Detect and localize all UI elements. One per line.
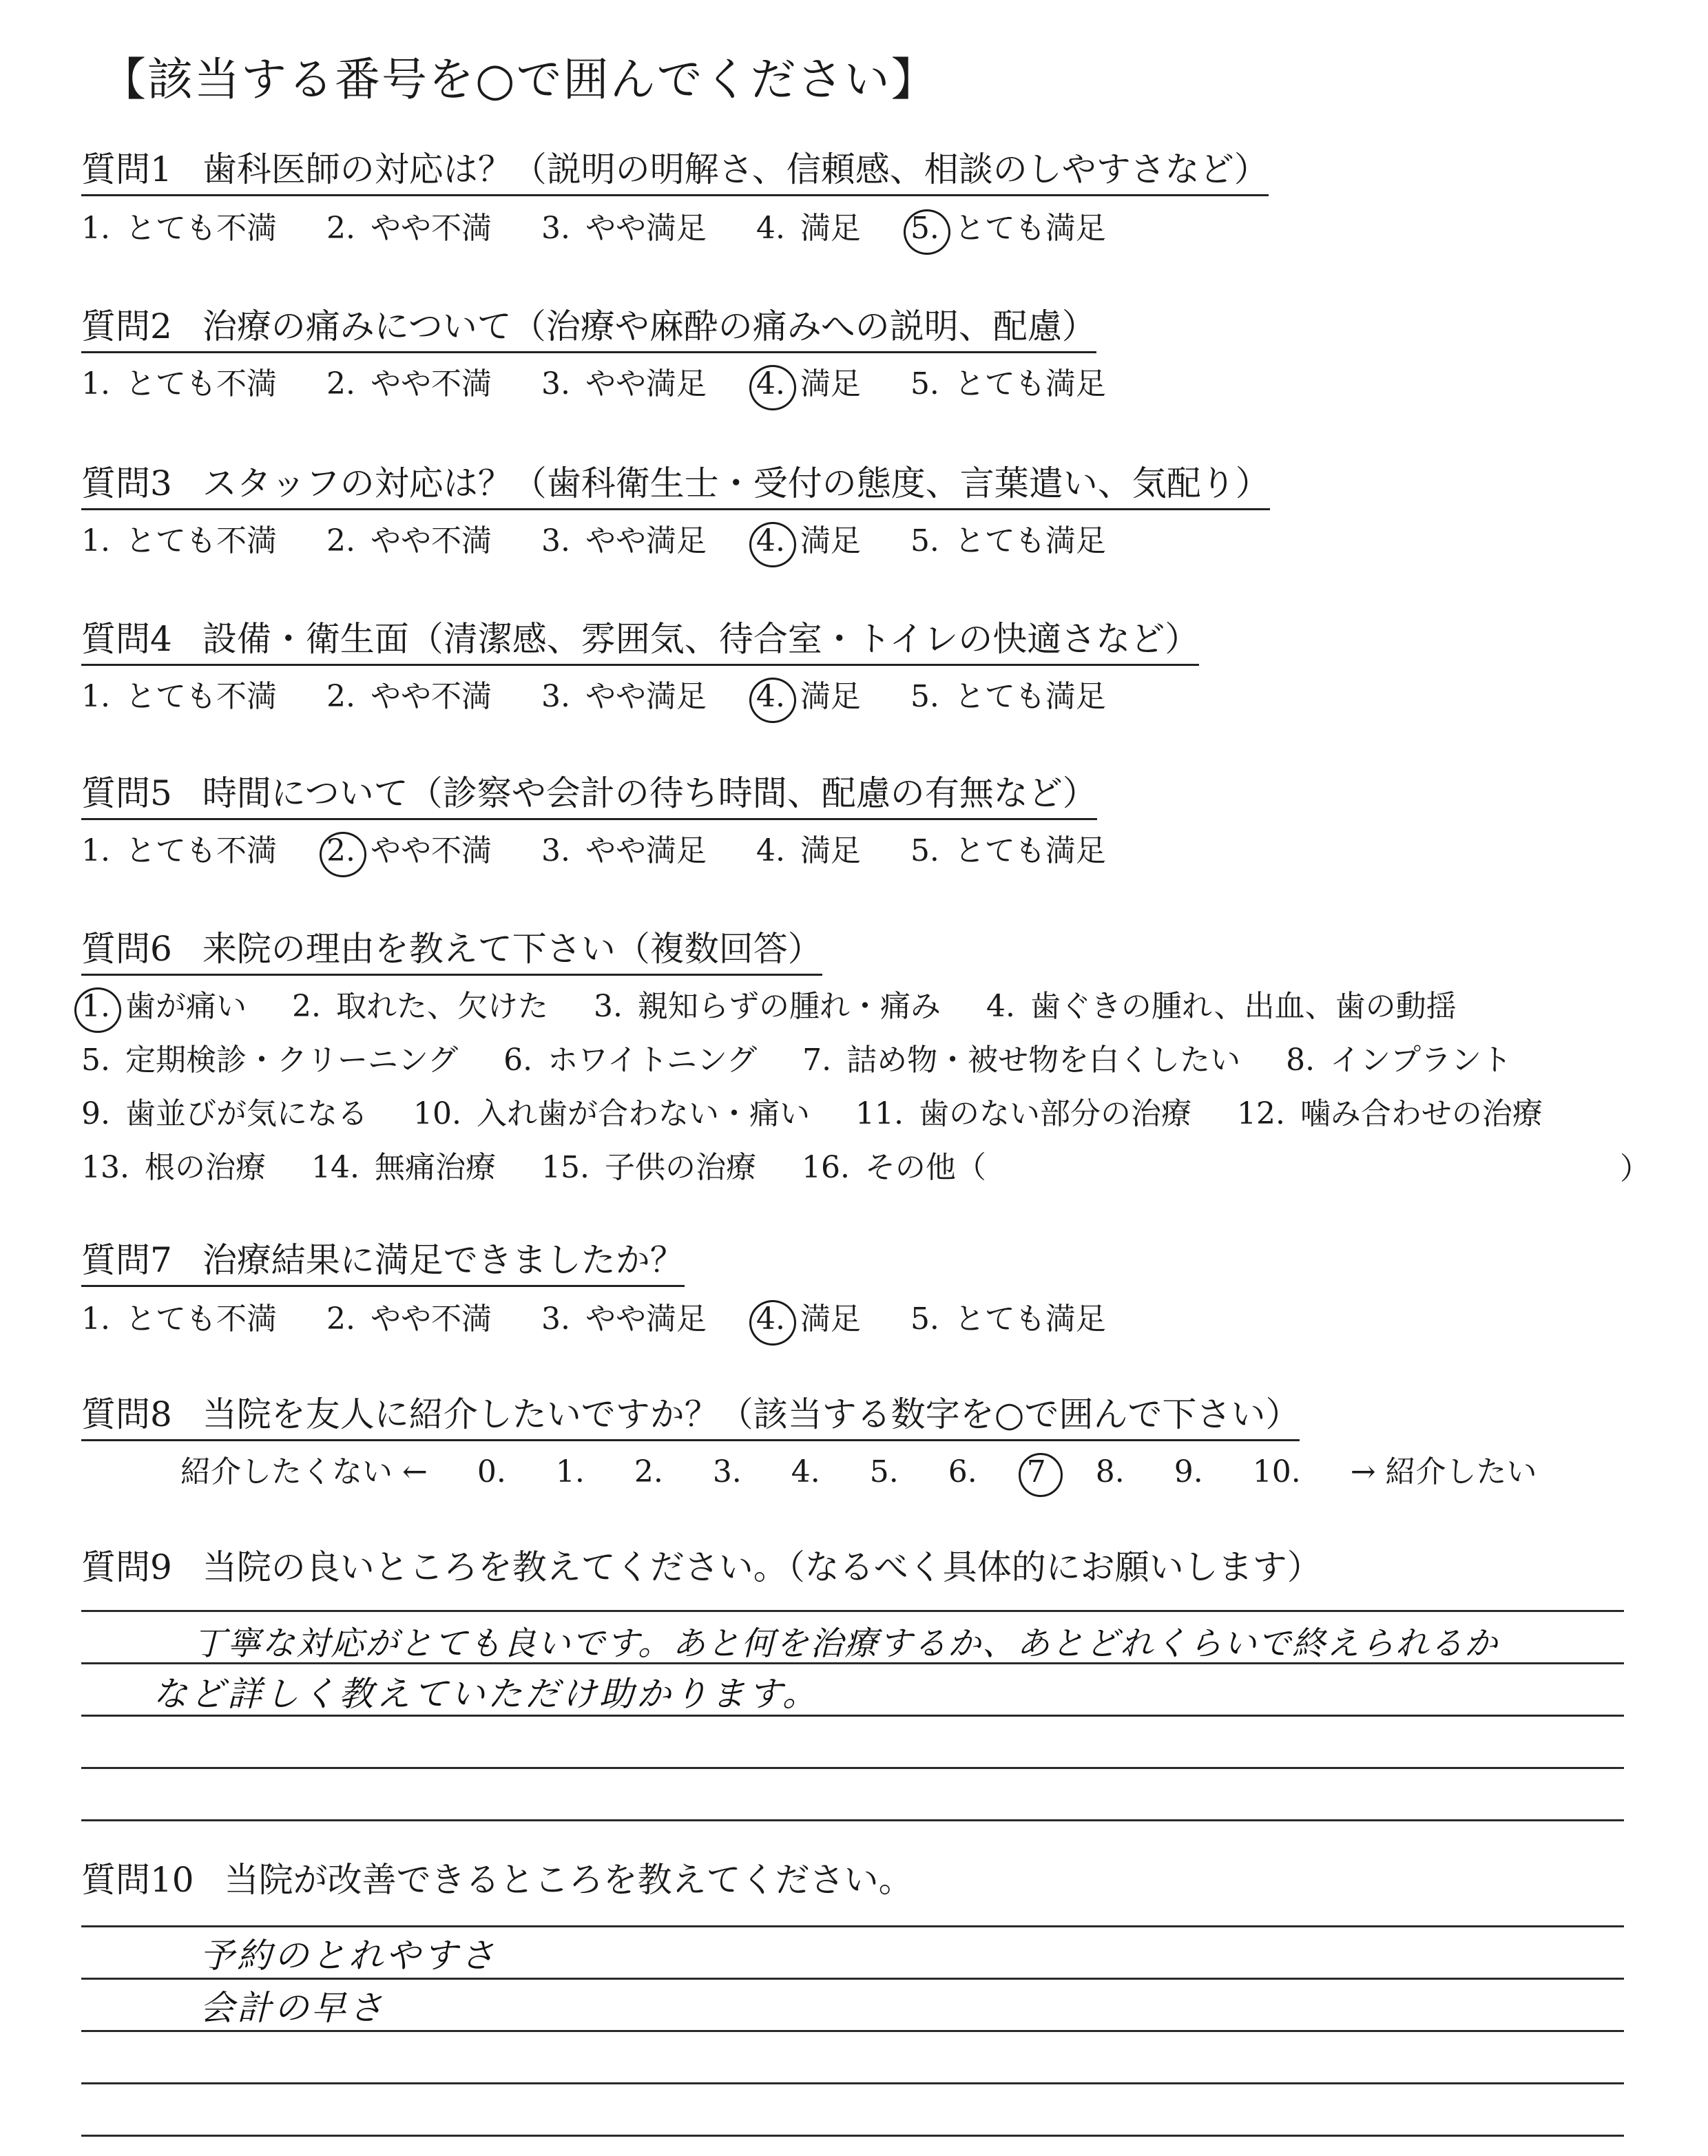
reason-options	[81, 986, 1579, 1189]
question-number: 質問10	[81, 1860, 194, 1900]
rating-options-q7	[81, 1299, 1146, 1340]
option-2-selected[interactable]: 2. やや不満	[326, 830, 492, 872]
scale-left-label: 紹介したくない ←	[180, 1454, 428, 1489]
rating-options-q2	[81, 364, 1146, 405]
question-10	[81, 1859, 913, 1905]
option-2[interactable]: 2. やや不満	[326, 211, 492, 246]
scale-7-selected[interactable]: 7	[1027, 1452, 1046, 1493]
scale-1[interactable]: 1.	[555, 1454, 585, 1489]
scale-2[interactable]: 2.	[634, 1454, 663, 1489]
q10-handwritten-answer-line-1[interactable]: 予約のとれやすさ	[200, 1936, 497, 1976]
answer-line	[81, 2135, 1624, 2137]
option-2[interactable]: 2. やや不満	[326, 366, 492, 401]
question-number: 質問5	[81, 773, 172, 813]
reason-row-3	[81, 1093, 1579, 1135]
question-number: 質問7	[81, 1240, 172, 1280]
reason-12[interactable]: 12. 噛み合わせの治療	[1236, 1096, 1543, 1131]
option-5[interactable]: 5. とても満足	[910, 366, 1106, 401]
option-5[interactable]: 5. とても満足	[910, 523, 1106, 558]
question-number: 質問4	[81, 619, 172, 659]
question-text: 歯科医師の対応は？（説明の明解さ、信頼感、相談のしやすさなど）	[202, 149, 1269, 189]
q10-handwritten-answer-line-2[interactable]: 会計の早さ	[200, 1988, 386, 2028]
option-5[interactable]: 5. とても満足	[910, 679, 1106, 714]
q9-handwritten-answer-line-2[interactable]: など詳しく教えていただけ助かります。	[153, 1674, 820, 1714]
page-title: 【該当する番号を○で囲んでください】	[101, 53, 938, 106]
reason-13[interactable]: 13. 根の治療	[81, 1150, 266, 1185]
question-5	[81, 773, 1097, 820]
reason-10[interactable]: 10. 入れ歯が合わない・痛い	[413, 1096, 810, 1131]
rating-options-q4	[81, 676, 1146, 718]
question-text: 来院の理由を教えて下さい（複数回答）	[202, 929, 822, 969]
option-3[interactable]: 3. やや満足	[541, 1301, 707, 1337]
reason-6[interactable]: 6. ホワイトニング	[503, 1043, 758, 1078]
rating-options-q5	[81, 830, 1146, 872]
option-4[interactable]: 4. 満足	[756, 833, 861, 868]
rating-options-q1	[81, 208, 1146, 249]
reason-16[interactable]: 16. その他（	[801, 1150, 986, 1185]
question-text: 治療結果に満足できましたか？	[202, 1240, 685, 1280]
question-text: 治療の痛みについて（治療や麻酔の痛みへの説明、配慮）	[202, 306, 1096, 346]
option-1[interactable]: 1. とても不満	[81, 366, 277, 401]
scale-6[interactable]: 6.	[948, 1454, 977, 1489]
answer-line	[81, 1767, 1624, 1769]
option-4-selected[interactable]: 4. 満足	[756, 364, 861, 405]
question-number: 質問2	[81, 306, 172, 346]
question-text: 時間について（診察や会計の待ち時間、配慮の有無など）	[202, 773, 1097, 813]
option-1[interactable]: 1. とても不満	[81, 833, 277, 868]
other-reason-close-paren: ）	[1620, 1151, 1650, 1186]
option-4-selected[interactable]: 4. 満足	[756, 1299, 861, 1340]
q9-handwritten-answer-line-1[interactable]: 丁寧な対応がとても良いです。あと何を治療するか、あとどれくらいで終えられるか	[193, 1624, 1499, 1663]
option-1[interactable]: 1. とても不満	[81, 523, 277, 558]
scale-10[interactable]: 10.	[1252, 1454, 1301, 1489]
recommend-scale	[180, 1452, 1577, 1493]
option-2[interactable]: 2. やや不満	[326, 523, 492, 558]
reason-3[interactable]: 3. 親知らずの腫れ・痛み	[593, 989, 941, 1024]
option-1[interactable]: 1. とても不満	[81, 679, 277, 714]
option-3[interactable]: 3. やや満足	[541, 523, 707, 558]
question-2	[81, 306, 1096, 353]
question-4	[81, 618, 1199, 666]
option-1[interactable]: 1. とても不満	[81, 1301, 277, 1337]
option-3[interactable]: 3. やや満足	[541, 679, 707, 714]
question-number: 質問6	[81, 929, 172, 969]
question-1	[81, 149, 1269, 196]
scale-9[interactable]: 9.	[1174, 1454, 1203, 1489]
option-5[interactable]: 5. とても満足	[910, 1301, 1106, 1337]
question-text: 当院の良いところを教えてください。（なるべく具体的にお願いします）	[202, 1547, 1322, 1587]
reason-4[interactable]: 4. 歯ぐきの腫れ、出血、歯の動揺	[986, 989, 1457, 1024]
question-number: 質問3	[81, 463, 172, 503]
option-4[interactable]: 4. 満足	[756, 211, 861, 246]
scale-5[interactable]: 5.	[869, 1454, 899, 1489]
option-4-selected[interactable]: 4. 満足	[756, 676, 861, 718]
answer-line	[81, 1610, 1624, 1612]
question-text: 当院を友人に紹介したいですか？（該当する数字を○で囲んで下さい）	[202, 1394, 1300, 1434]
option-4-selected[interactable]: 4. 満足	[756, 521, 861, 562]
reason-row-1	[81, 986, 1579, 1027]
question-text: 設備・衛生面（清潔感、雰囲気、待合室・トイレの快適さなど）	[202, 619, 1200, 659]
question-number: 質問9	[81, 1547, 172, 1587]
question-text: 当院が改善できるところを教えてください。	[224, 1860, 913, 1900]
answer-line	[81, 2082, 1624, 2084]
option-1[interactable]: 1. とても不満	[81, 211, 277, 246]
reason-row-2	[81, 1040, 1579, 1081]
question-number: 質問8	[81, 1394, 172, 1434]
scale-3[interactable]: 3.	[712, 1454, 742, 1489]
question-6	[81, 928, 822, 976]
scale-0[interactable]: 0.	[477, 1454, 506, 1489]
reason-2[interactable]: 2. 取れた、欠けた	[291, 989, 548, 1024]
scale-right-label: → 紹介したい	[1350, 1454, 1537, 1489]
question-3	[81, 463, 1270, 510]
reason-8[interactable]: 8. インプラント	[1286, 1043, 1512, 1078]
reason-row-4	[81, 1147, 1579, 1189]
scale-8[interactable]: 8.	[1095, 1454, 1125, 1489]
reason-11[interactable]: 11. 歯のない部分の治療	[855, 1096, 1191, 1131]
answer-line	[81, 1978, 1624, 1980]
question-9	[81, 1547, 1322, 1592]
option-3[interactable]: 3. やや満足	[541, 366, 707, 401]
question-7	[81, 1239, 685, 1287]
reason-9[interactable]: 9. 歯並びが気になる	[81, 1096, 368, 1131]
answer-line	[81, 1819, 1624, 1821]
option-2[interactable]: 2. やや不満	[326, 1301, 492, 1337]
option-2[interactable]: 2. やや不満	[326, 679, 492, 714]
reason-7[interactable]: 7. 詰め物・被せ物を白くしたい	[802, 1043, 1241, 1078]
reason-1-selected[interactable]: 1. 歯が痛い	[81, 986, 247, 1027]
answer-line	[81, 1925, 1624, 1927]
answer-line	[81, 2030, 1624, 2032]
question-number: 質問1	[81, 149, 172, 189]
option-3[interactable]: 3. やや満足	[541, 833, 707, 868]
reason-14[interactable]: 14. 無痛治療	[311, 1150, 496, 1185]
option-3[interactable]: 3. やや満足	[541, 211, 707, 246]
question-8	[81, 1394, 1300, 1441]
reason-15[interactable]: 15. 子供の治療	[541, 1150, 756, 1185]
rating-options-q3	[81, 521, 1146, 562]
option-5[interactable]: 5. とても満足	[910, 833, 1106, 868]
scale-4[interactable]: 4.	[791, 1454, 820, 1489]
question-text: スタッフの対応は？（歯科衛生士・受付の態度、言葉遣い、気配り）	[202, 463, 1270, 503]
reason-5[interactable]: 5. 定期検診・クリーニング	[81, 1043, 459, 1078]
option-5-selected[interactable]: 5. とても満足	[910, 208, 1106, 249]
